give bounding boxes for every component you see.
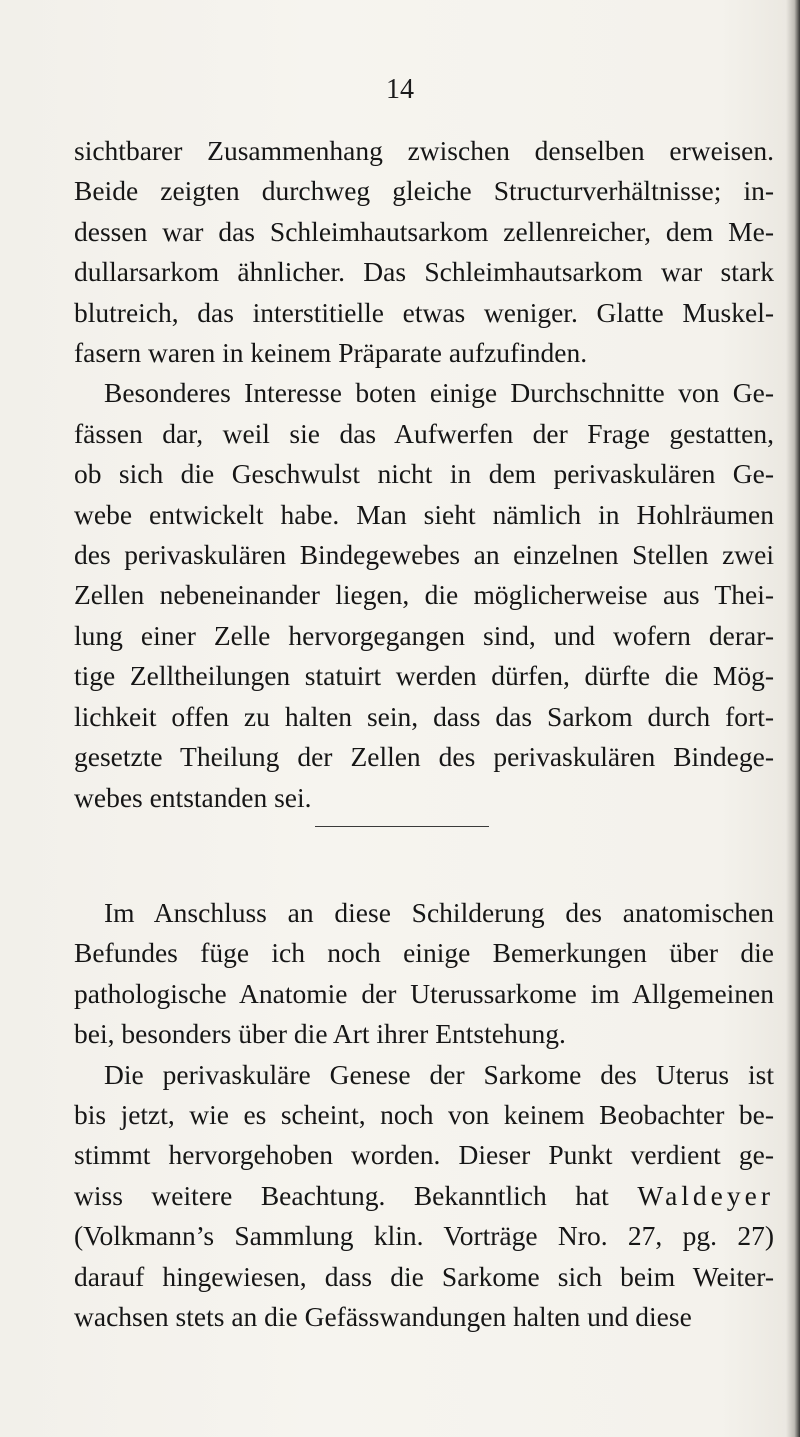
page-edge-shadow <box>786 0 800 1437</box>
text-line: dessen war das Schleimhautsarkom zellenreicher, dem Me- <box>74 215 774 247</box>
text-fragment: wiss weitere Beachtung. Bekanntlich hat <box>74 1179 638 1211</box>
text-line: stimmt hervorgehoben worden. Dieser Punkt verdient ge- <box>74 1139 774 1171</box>
text-line: fasern waren in keinem Präparate aufzufinden. <box>74 337 588 369</box>
text-line: lung einer Zelle hervorgegangen sind, und wofern derar- <box>74 619 774 651</box>
paragraph-block-1 <box>74 131 774 818</box>
text-line: tige Zelltheilungen statuirt werden dürfen, dürfte die Mög- <box>74 660 774 692</box>
text-line: Zellen nebeneinander liegen, die möglicherweise aus Thei- <box>74 579 774 611</box>
text-line: (Volkmann’s Sammlung klin. Vorträge Nro. 27, pg. 27) <box>74 1220 774 1252</box>
text-line: Beide zeigten durchweg gleiche Structurverhältnisse; in- <box>74 175 774 207</box>
text-line: webe entwickelt habe. Man sieht nämlich in Hohlräumen <box>74 498 774 530</box>
text-line: des perivaskulären Bindegewebes an einzelnen Stellen zwei <box>74 539 774 571</box>
text-line: Im Anschluss an diese Schilderung des anatomischen <box>104 897 774 928</box>
text-line: bis jetzt, wie es scheint, noch von keinem Beobachter be- <box>74 1099 774 1131</box>
text-line: bei, besonders über die Art ihrer Entstehung. <box>74 1018 566 1050</box>
text-line <box>74 1176 774 1216</box>
text-line: fässen dar, weil sie das Aufwerfen der Frage gestatten, <box>74 417 774 449</box>
text-line: blutreich, das interstitielle etwas weniger. Glatte Muskel- <box>74 296 774 328</box>
text-line: Die perivaskuläre Genese der Sarkome des Uterus ist <box>104 1058 774 1090</box>
text-line: Befundes füge ich noch einige Bemerkungen über die <box>74 937 774 969</box>
author-name: Waldeyer <box>637 1179 774 1211</box>
text-line: pathologische Anatomie der Uterussarkome im Allgemeinen <box>74 977 774 1009</box>
text-line: lichkeit offen zu halten sein, dass das Sarkom durch fort- <box>74 700 774 732</box>
text-line: gesetzte Theilung der Zellen des perivaskulären Bindege- <box>74 741 774 773</box>
text-line: darauf hingewiesen, dass die Sarkome sich beim Weiter- <box>74 1260 774 1292</box>
text-line: sichtbarer Zusammenhang zwischen denselben erweisen. <box>74 135 774 166</box>
text-line: ob sich die Geschwulst nicht in dem perivaskulären Ge- <box>74 458 774 490</box>
page-number: 14 <box>386 74 414 105</box>
text-line: webes entstanden sei. <box>74 781 312 813</box>
paragraph-block-2 <box>74 893 774 1337</box>
text-line: wachsen stets an die Gefässwandungen halten und diese <box>74 1301 692 1333</box>
text-line: Besonderes Interesse boten einige Durchschnitte von Ge- <box>104 377 774 409</box>
section-divider <box>315 826 489 827</box>
text-line: dullarsarkom ähnlicher. Das Schleimhautsarkom war stark <box>74 256 774 288</box>
